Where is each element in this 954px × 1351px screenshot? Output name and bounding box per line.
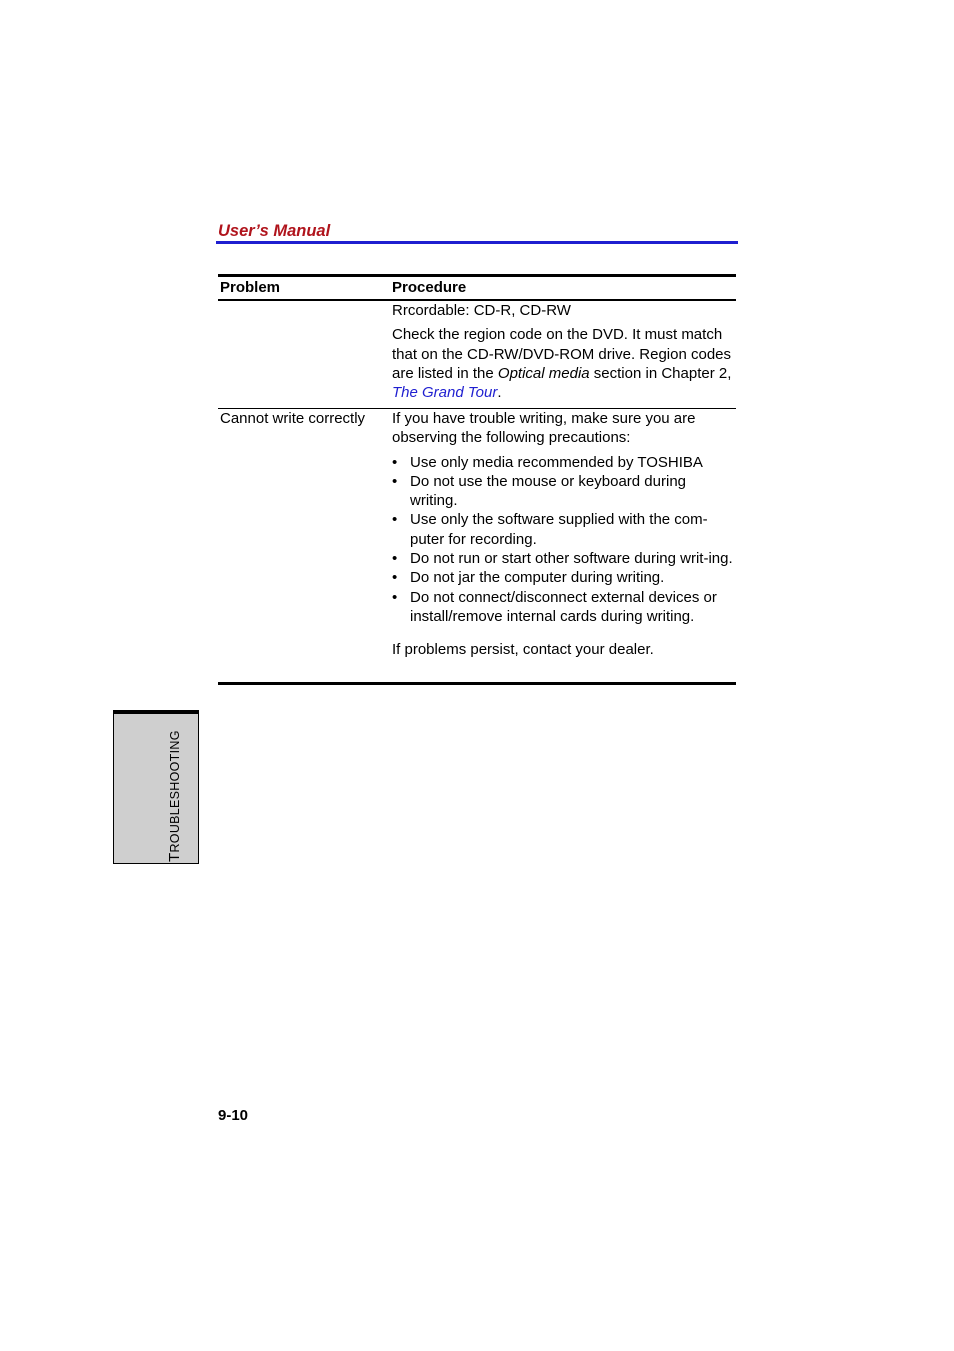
table-bottom-rule — [218, 682, 736, 685]
problem-cell: Cannot write correctly — [220, 410, 366, 427]
list-item: • Do not jar the computer during writing. — [392, 569, 665, 587]
tab-rest: ROUBLESHOOTING — [168, 730, 182, 853]
region-code-paragraph — [392, 325, 736, 402]
recordable-line: Rrcordable: CD-R, CD-RW — [392, 302, 571, 319]
table-row — [218, 409, 736, 682]
grand-tour-link[interactable]: The Grand Tour — [392, 384, 498, 402]
manual-title: User’s Manual — [218, 222, 331, 240]
chapter-text: section in Chapter 2, — [589, 364, 732, 382]
procedure-cell — [392, 301, 736, 402]
precautions-intro: If you have trouble writing, make sure you are observing the following precautions: — [392, 410, 696, 447]
table-row — [218, 301, 736, 408]
list-item: • Use only media recommended by TOSHIBA — [392, 453, 703, 471]
region-text: Check the region code on the DVD. It must match that on the CD-RW/DVD-ROM drive. Region codes are listed in the — [392, 326, 732, 382]
page-number: 9-10 — [218, 1107, 249, 1124]
header-procedure: Procedure — [392, 279, 467, 296]
list-item: • Do not use the mouse or keyboard during writing. — [392, 472, 686, 510]
list-item: • Use only the software supplied with the com-puter for recording. — [392, 511, 708, 548]
chapter-side-tab — [113, 710, 199, 864]
header-rule — [216, 241, 738, 244]
precautions-list — [392, 453, 736, 627]
tab-initial: T — [166, 852, 183, 862]
chapter-tab-label — [166, 730, 183, 862]
procedure-cell — [392, 409, 736, 660]
optical-media-ref: Optical media — [497, 364, 590, 382]
list-item: • Do not run or start other software during writ-ing. — [392, 550, 733, 568]
table-header-row — [218, 277, 736, 299]
troubleshooting-table — [218, 274, 736, 685]
period: . — [497, 384, 502, 402]
list-item: • Do not connect/disconnect external devices or install/remove internal cards during writing. — [392, 588, 717, 625]
header-problem: Problem — [220, 279, 281, 296]
dealer-note: If problems persist, contact your dealer. — [392, 641, 654, 659]
